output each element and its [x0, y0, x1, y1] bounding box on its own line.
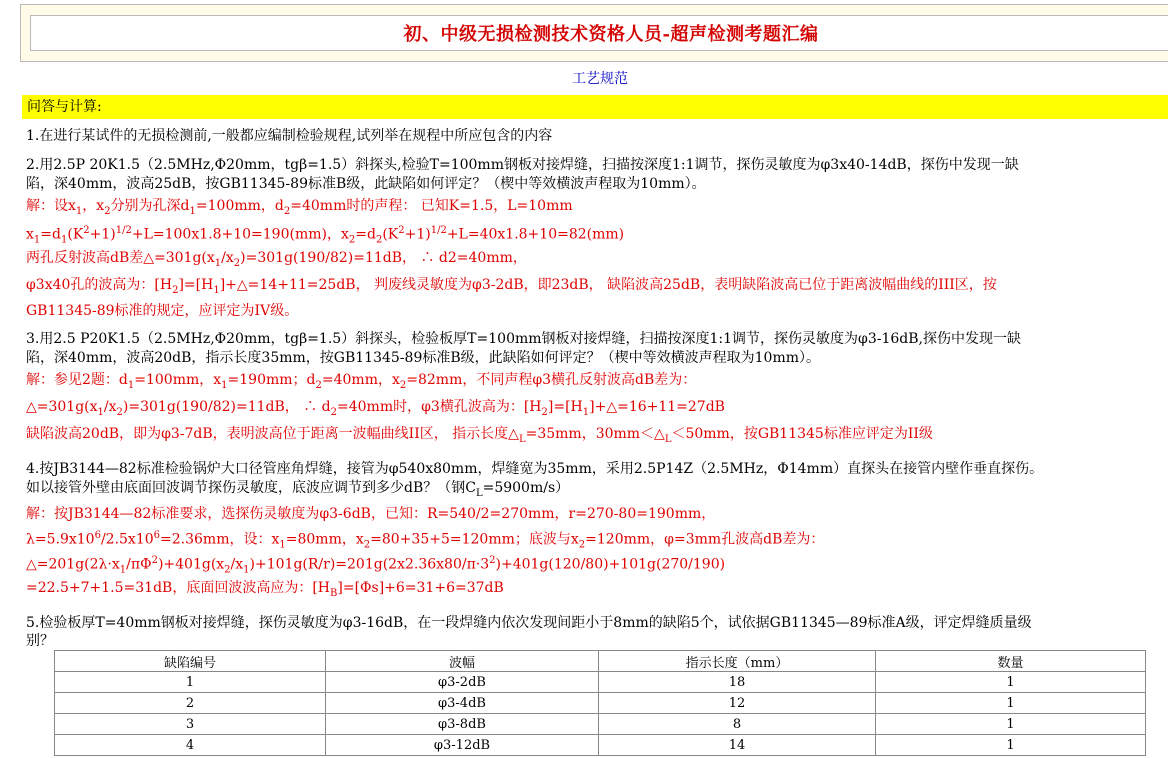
answer-2-line-2: $x_1=d_1(K^2+1)^{1/2}+L=100x1.8+10=190(mm)$，$x_2=d_2(K^2+1)^{1/2}+L=40x1.8+10=82(mm)$ [26, 225, 625, 246]
answer-4-line-3: $\triangle=201g(2\lambda\cdot x_1/\pi\Phi^2)+401g(x_2/x_1)+101g(R/r)=201g(2x2.36x80/\pi\cdot 3^2)+401g(120/80)+101g(270/190)$ [26, 555, 726, 576]
defect-table [54, 650, 1146, 756]
answer-2-line-5: GB11345-89标准的规定，应评定为IV级。 [26, 303, 299, 319]
cell-amplitude: φ3-2dB [326, 672, 599, 693]
cell-length: 8 [599, 714, 876, 735]
answer-3-line-3: 缺陷波高20dB，即为φ3-7dB，表明波高位于距离一波幅曲线II区， 指示长度$\triangle_L=35mm$，$30mm<\triangle_L<50mm$，按GB11345标准应评定为II级 [26, 426, 933, 445]
question-3-line-2: 陷，深40mm，波高20dB，指示长度35mm，按GB11345-89标准B级，此缺陷如何评定？（楔中等效横波声程取为10mm）。 [26, 350, 820, 366]
question-4-line-2: 如以接管外壁由底面回波调节探伤灵敏度，底波应调节到多少dB？（钢$C_L=5900m/s$） [26, 480, 570, 499]
col-header-count: 数量 [876, 651, 1146, 672]
answer-2-line-4: φ3x40孔的波高为：$[H_2]=[H_1]+\triangle=14+11=25dB$， 判废线灵敏度为φ3-2dB，即23dB， 缺陷波高25dB，表明缺陷波高已位于距离波幅曲线的III区，按 [26, 277, 997, 296]
table-row [55, 693, 1146, 714]
question-1: 1.在进行某试件的无损检测前,一般都应编制检验规程,试列举在规程中所应包含的内容 [26, 128, 553, 144]
table-row [55, 735, 1146, 756]
question-4-line-1: 4.按JB3144—82标准检验锅炉大口径管座角焊缝，接管为φ540x80mm，焊缝宽为35mm，采用2.5P14Z（2.5MHz，Φ14mm）直探头在接管内壁作垂直探伤。 [26, 461, 1044, 477]
section-link-process-spec[interactable]: 工艺规范 [572, 71, 628, 87]
qa-heading-bar [22, 95, 1168, 119]
page-title: 初、中级无损检测技术资格人员-超声检测考题汇编 [403, 24, 819, 45]
cell-length: 18 [599, 672, 876, 693]
cell-amplitude: φ3-4dB [326, 693, 599, 714]
col-header-defect-no: 缺陷编号 [55, 651, 326, 672]
title-frame [20, 4, 1168, 62]
table-header-row [55, 651, 1146, 672]
title-box [30, 15, 1168, 51]
cell-defect-no: 3 [55, 714, 326, 735]
cell-amplitude: φ3-8dB [326, 714, 599, 735]
col-header-amplitude: 波幅 [326, 651, 599, 672]
cell-defect-no: 4 [55, 735, 326, 756]
cell-count: 1 [876, 693, 1146, 714]
question-2-line-2: 陷，深40mm，波高25dB，按GB11345-89标准B级，此缺陷如何评定？（楔中等效横波声程取为10mm）。 [26, 176, 706, 192]
answer-2-line-1: 解：设$x_1$，$x_2$分别为孔深$d_1=100mm$，$d_2=40mm$时的声程： 已知K=1.5，L=10mm [26, 198, 573, 217]
question-5-line-1: 5.检验板厚T=40mm钢板对接焊缝，探伤灵敏度为φ3-16dB，在一段焊缝内依次发现间距小于8mm的缺陷5个，试依据GB11345—89标准A级，评定焊缝质量级 [26, 615, 1032, 631]
qa-heading: 问答与计算: [27, 99, 102, 115]
cell-defect-no: 2 [55, 693, 326, 714]
question-5-line-2: 别？ [26, 633, 54, 649]
answer-2-line-3: 两孔反射波高dB差$\triangle=301g(x_1/x_2)=301g(190/82)=11dB$， ∴ d2=40mm， [26, 250, 527, 269]
cell-length: 12 [599, 693, 876, 714]
answer-3-line-1: 解：参见2题：$d_1=100mm$，$x_1=190mm$；$d_2=40mm$，$x_2=82mm$，不同声程φ3横孔反射波高dB差为： [26, 372, 697, 391]
table-row [55, 714, 1146, 735]
question-2-line-1: 2.用2.5P 20K1.5（2.5MHz,Φ20mm，tgβ=1.5）斜探头,检验T=100mm钢板对接焊缝，扫描按深度1:1调节，探伤灵敏度为φ3x40-14dB，探伤中发现一缺 [26, 157, 1019, 173]
cell-length: 14 [599, 735, 876, 756]
table-row [55, 672, 1146, 693]
cell-count: 1 [876, 735, 1146, 756]
answer-4-line-4: =22.5+7+1.5=31dB，底面回波波高应为：$[H_B]=[\Phi s]+6=31+6=37dB$ [26, 580, 504, 599]
cell-amplitude: φ3-12dB [326, 735, 599, 756]
cell-count: 1 [876, 714, 1146, 735]
cell-defect-no: 1 [55, 672, 326, 693]
answer-4-line-2: $\lambda=5.9x10^6/2.5x10^6=2.36mm$，设：$x_1=80mm$，$x_2=80+35+5=120mm$；底波与$x_2=120mm$，φ=3mm孔波高dB差为： [26, 530, 825, 551]
cell-count: 1 [876, 672, 1146, 693]
col-header-indicated-length: 指示长度（mm） [599, 651, 876, 672]
question-3-line-1: 3.用2.5 P20K1.5（2.5MHz,Φ20mm，tgβ=1.5）斜探头，检验板厚T=100mm钢板对接焊缝，扫描按深度1:1调节，探伤灵敏度为φ3-16dB,探伤中发现一缺 [26, 331, 1022, 347]
answer-3-line-2: $\triangle=301g(x_1/x_2)=301g(190/82)=11dB$， ∴ $d_2=40mm$时，φ3横孔波高为：$[H_2]=[H_1]+\triangle=16+11=27dB$ [26, 399, 725, 418]
answer-4-line-1: 解：按JB3144—82标准要求，选探伤灵敏度为φ3-6dB，已知：R=540/2=270mm，r=270-80=190mm， [26, 506, 716, 522]
